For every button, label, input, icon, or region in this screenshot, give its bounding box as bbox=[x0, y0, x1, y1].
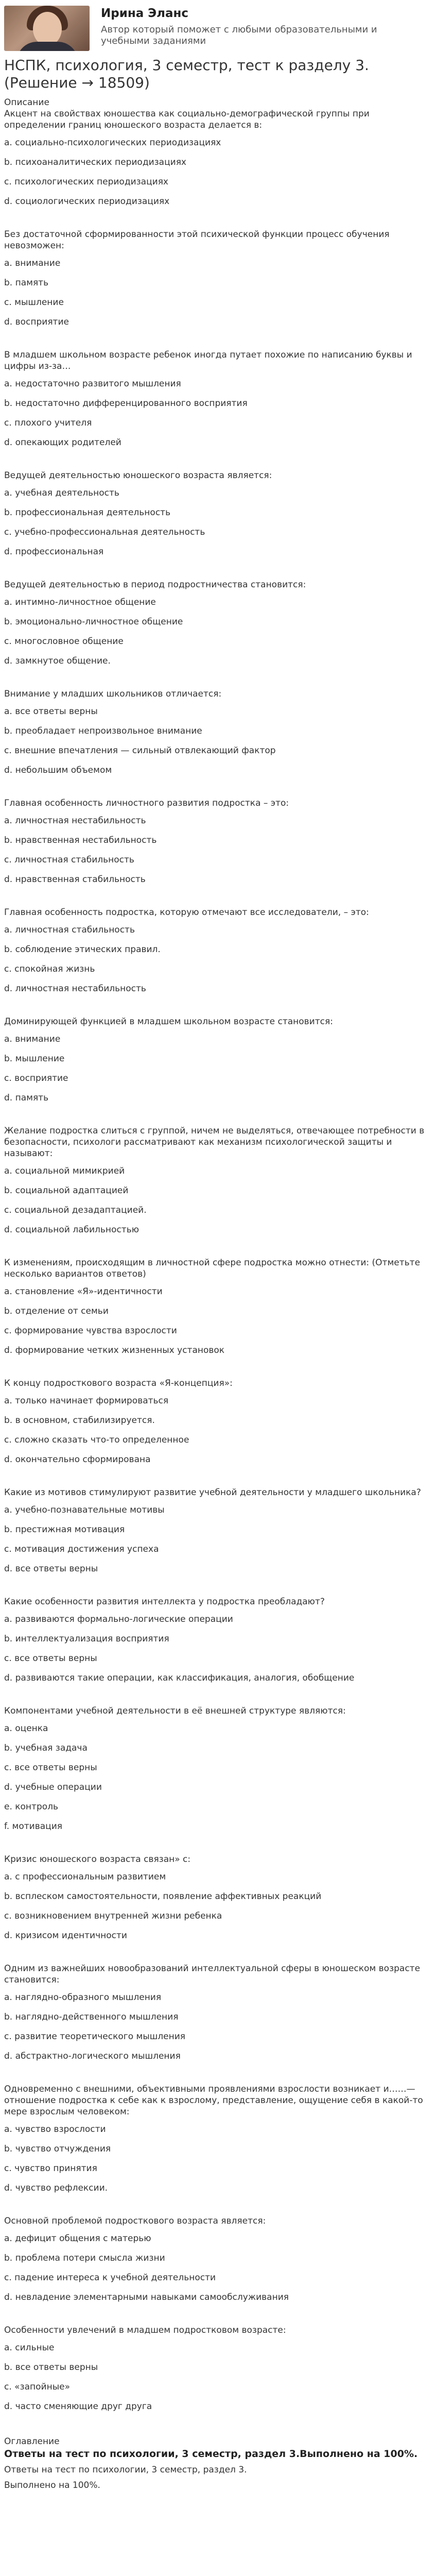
answer-option: d. окончательно сформирована bbox=[4, 1454, 151, 1465]
answer-option: a. наглядно-образного мышления bbox=[4, 1992, 162, 2003]
question-block bbox=[4, 1487, 432, 1596]
answer-option: d. опекающих родителей bbox=[4, 437, 121, 448]
question-block bbox=[4, 1125, 432, 1257]
question-spacer bbox=[4, 675, 432, 688]
answer-option: b. в основном, стабилизируется. bbox=[4, 1415, 155, 1426]
answer-option: d. часто сменяющие друг друга bbox=[4, 2401, 152, 2412]
question-spacer bbox=[4, 1692, 432, 1705]
question-spacer bbox=[4, 566, 432, 579]
question-text: Одним из важнейших новообразований интеллектуальной сферы в юношеском возрасте становится: bbox=[4, 1963, 421, 1985]
answer-option: b. учебная задача bbox=[4, 1743, 88, 1753]
answer-option: d. формирование четких жизненных установок bbox=[4, 1345, 225, 1355]
answer-option: d. социальной лабильностью bbox=[4, 1225, 139, 1235]
question-spacer bbox=[4, 2420, 432, 2434]
answer-option: b. соблюдение этических правил. bbox=[4, 944, 161, 955]
answer-option: a. социальной мимикрией bbox=[4, 1166, 125, 1176]
question-text: Без достаточной сформированности этой психической функции процесс обучения невозможен: bbox=[4, 229, 390, 251]
answer-option: a. личностная нестабильность bbox=[4, 816, 146, 826]
question-block bbox=[4, 1705, 432, 1854]
final-text-completion: Выполнено на 100%. bbox=[4, 2480, 100, 2490]
answer-option: a. развиваются формально-логические операции bbox=[4, 1614, 233, 1624]
answer-option: c. развитие теоретического мышления bbox=[4, 2031, 186, 2042]
question-text: Кризис юношеского возраста связан» с: bbox=[4, 1854, 191, 1865]
answer-option: c. многословное общение bbox=[4, 636, 124, 647]
answer-option: a. внимание bbox=[4, 258, 61, 268]
question-text: Главная особенность личностного развития подростка – это: bbox=[4, 798, 289, 808]
question-text: Ведущей деятельностью в период подростничества становится: bbox=[4, 580, 306, 590]
question-spacer bbox=[4, 2202, 432, 2215]
answer-option: c. плохого учителя bbox=[4, 418, 92, 428]
answer-option: d. личностная нестабильность bbox=[4, 984, 146, 994]
question-text: Какие из мотивов стимулируют развитие учебной деятельности у младшего школьника? bbox=[4, 1487, 421, 1498]
answer-option: c. «запойные» bbox=[4, 2382, 70, 2392]
answer-option: b. чувство отчуждения bbox=[4, 2144, 111, 2154]
final-title: Ответы на тест по психологии, 3 семестр, раздел 3.Выполнено на 100%. bbox=[4, 2448, 418, 2460]
question-text: К концу подросткового возраста «Я-концепция»: bbox=[4, 1378, 233, 1388]
question-spacer bbox=[4, 1364, 432, 1378]
answer-option: b. всплеском самостоятельности, появление аффективных реакций bbox=[4, 1891, 322, 1902]
answer-option: c. мышление bbox=[4, 297, 64, 308]
answer-option: c. мотивация достижения успеха bbox=[4, 1544, 159, 1554]
question-text: Какие особенности развития интеллекта у подростка преобладают? bbox=[4, 1597, 325, 1607]
answer-option: c. внешние впечатления — сильный отвлекающий фактор bbox=[4, 745, 276, 756]
question-spacer bbox=[4, 1840, 432, 1854]
question-block bbox=[4, 579, 432, 688]
question-block bbox=[4, 2083, 432, 2215]
answer-option: c. психологических периодизациях bbox=[4, 177, 168, 187]
question-spacer bbox=[4, 1112, 432, 1125]
answer-option: b. наглядно-действенного мышления bbox=[4, 2012, 179, 2022]
answer-option: a. становление «Я»-идентичности bbox=[4, 1286, 163, 1297]
question-spacer bbox=[4, 456, 432, 470]
answer-option: d. память bbox=[4, 1093, 49, 1103]
question-block bbox=[4, 229, 432, 349]
question-block bbox=[4, 1257, 432, 1378]
question-text: К изменениям, происходящим в личностной сфере подростка можно отнести: (Отметьте несколько вариантов ответов) bbox=[4, 1258, 421, 1279]
answer-option: a. чувство взрослости bbox=[4, 2124, 106, 2134]
question-text: Одновременно с внешними, объективными проявлениями взрослости возникает и……— отношение подростка к себе как к взрослому, представление, ощущение себя в какой-то мере взрослым человеком: bbox=[4, 2084, 423, 2117]
question-block bbox=[4, 470, 432, 579]
answer-option: a. все ответы верны bbox=[4, 706, 98, 717]
question-text: Особенности увлечений в младшем подростковом возрасте: bbox=[4, 2325, 286, 2335]
question-spacer bbox=[4, 784, 432, 798]
question-text: Доминирующей функцией в младшем школьном возрасте становится: bbox=[4, 1016, 333, 1027]
answer-option: b. социальной адаптацией bbox=[4, 1185, 129, 1196]
answer-option: a. внимание bbox=[4, 1034, 61, 1044]
author-description: Автор который поможет с любыми образовательными и учебными заданиями bbox=[101, 24, 377, 46]
answer-option: b. отделение от семьи bbox=[4, 1306, 109, 1316]
author-avatar[interactable] bbox=[4, 6, 90, 51]
question-text: Главная особенность подростка, которую отмечают все исследователи, – это: bbox=[4, 907, 369, 918]
answer-option: b. память bbox=[4, 278, 49, 288]
question-block bbox=[4, 1854, 432, 1963]
question-block bbox=[4, 1963, 432, 2083]
question-spacer bbox=[4, 1950, 432, 1963]
author-info bbox=[101, 6, 389, 47]
answer-option: d. замкнутое общение. bbox=[4, 656, 111, 666]
question-spacer bbox=[4, 1583, 432, 1596]
answer-option: d. небольшим объемом bbox=[4, 765, 112, 775]
question-spacer bbox=[4, 1244, 432, 1257]
question-text: Основной проблемой подросткового возраста является: bbox=[4, 2216, 266, 2226]
question-text: Желание подростка слиться с группой, ничем не выделяться, отвечающее потребности в безопасности, психологи рассматривают как механизм психологической защиты и называют: bbox=[4, 1126, 425, 1159]
question-spacer bbox=[4, 1473, 432, 1487]
avatar-shoulders bbox=[16, 42, 78, 51]
avatar-face bbox=[33, 12, 62, 46]
answer-option: b. престижная мотивация bbox=[4, 1524, 125, 1535]
question-spacer bbox=[4, 2311, 432, 2325]
question-text: Ведущей деятельностью юношеского возраста является: bbox=[4, 470, 272, 481]
answer-option: a. недостаточно развитого мышления bbox=[4, 379, 181, 389]
answer-option: d. невладение элементарными навыками самообслуживания bbox=[4, 2292, 289, 2302]
answer-option: b. эмоционально-личностное общение bbox=[4, 617, 183, 627]
question-block bbox=[4, 1016, 432, 1125]
answer-option: c. социальной дезадаптацией. bbox=[4, 1205, 147, 1215]
answer-option: d. кризисом идентичности bbox=[4, 1930, 127, 1941]
answer-option: a. только начинает формироваться bbox=[4, 1396, 169, 1406]
question-text: Акцент на свойствах юношества как социально-демографической группы при определении границ юношеского возраста делается в: bbox=[4, 109, 370, 130]
answer-option: a. социально-психологических периодизациях bbox=[4, 138, 221, 148]
answer-option: c. падение интереса к учебной деятельности bbox=[4, 2273, 216, 2283]
answer-option: c. возникновением внутренней жизни ребенка bbox=[4, 1911, 222, 1921]
description-label: Описание bbox=[4, 97, 49, 108]
question-spacer bbox=[4, 893, 432, 907]
question-block bbox=[4, 798, 432, 907]
answer-option: d. учебные операции bbox=[4, 1782, 102, 1792]
answer-option: a. интимно-личностное общение bbox=[4, 597, 156, 607]
answer-option: d. нравственная стабильность bbox=[4, 874, 146, 885]
question-text: Компонентами учебной деятельности в её внешней структуре являются: bbox=[4, 1706, 346, 1716]
question-block bbox=[4, 1596, 432, 1705]
answer-option: a. оценка bbox=[4, 1723, 48, 1734]
answer-option: b. все ответы верны bbox=[4, 2362, 98, 2372]
answer-option: b. профессиональная деятельность bbox=[4, 507, 171, 518]
answer-option: c. все ответы верны bbox=[4, 1762, 97, 1773]
question-text: Внимание у младших школьников отличается: bbox=[4, 689, 222, 699]
question-block bbox=[4, 349, 432, 470]
toc-label: Оглавление bbox=[4, 2436, 60, 2447]
answer-option: d. развиваются такие операции, как классификация, аналогия, обобщение bbox=[4, 1673, 355, 1683]
answer-option: b. нравственная нестабильность bbox=[4, 835, 157, 845]
question-spacer bbox=[4, 1003, 432, 1016]
answer-option: a. сильные bbox=[4, 2343, 55, 2353]
answer-option: c. личностная стабильность bbox=[4, 855, 134, 865]
question-text: В младшем школьном возрасте ребенок иногда путает похожие по написанию буквы и цифры из-за… bbox=[4, 350, 412, 371]
answer-option: b. недостаточно дифференцированного восприятия bbox=[4, 398, 248, 409]
answer-option: c. восприятие bbox=[4, 1073, 68, 1083]
final-text: Ответы на тест по психологии, 3 семестр, раздел 3. bbox=[4, 2465, 247, 2475]
answer-option: d. профессиональная bbox=[4, 547, 104, 557]
question-block bbox=[4, 2215, 432, 2325]
question-block bbox=[4, 688, 432, 798]
question-spacer bbox=[4, 2070, 432, 2083]
answer-option: d. абстрактно-логического мышления bbox=[4, 2051, 181, 2061]
answer-option: c. сложно сказать что-то определенное bbox=[4, 1435, 189, 1445]
answer-option: b. психоаналитических периодизациях bbox=[4, 157, 186, 167]
answer-option: d. все ответы верны bbox=[4, 1564, 98, 1574]
answer-option: d. социологических периодизациях bbox=[4, 196, 170, 207]
answer-option: c. спокойная жизнь bbox=[4, 964, 95, 974]
questions-list bbox=[4, 108, 432, 2434]
answer-option: c. все ответы верны bbox=[4, 1653, 97, 1664]
question-block bbox=[4, 2325, 432, 2434]
answer-option: a. учебная деятельность bbox=[4, 488, 119, 498]
question-block bbox=[4, 108, 432, 229]
answer-option: f. мотивация bbox=[4, 1821, 63, 1832]
answer-option: b. проблема потери смысла жизни bbox=[4, 2253, 165, 2263]
answer-option: a. с профессиональным развитием bbox=[4, 1872, 166, 1882]
answer-option: d. восприятие bbox=[4, 317, 69, 327]
answer-option: b. мышление bbox=[4, 1054, 65, 1064]
answer-option: a. учебно-познавательные мотивы bbox=[4, 1505, 165, 1515]
page-title: НСПК, психология, 3 семестр, тест к разделу 3. (Решение → 18509) bbox=[4, 57, 369, 91]
question-spacer bbox=[4, 336, 432, 349]
answer-option: b. интеллектуализация восприятия bbox=[4, 1634, 169, 1644]
answer-option: d. чувство рефлексии. bbox=[4, 2183, 108, 2193]
answer-option: a. личностная стабильность bbox=[4, 925, 135, 935]
answer-option: e. контроль bbox=[4, 1802, 59, 1812]
question-block bbox=[4, 907, 432, 1016]
answer-option: c. учебно-профессиональная деятельность bbox=[4, 527, 205, 537]
answer-option: c. чувство принятия bbox=[4, 2163, 97, 2174]
author-name[interactable]: Ирина Эланс bbox=[101, 7, 189, 20]
question-spacer bbox=[4, 215, 432, 229]
answer-option: b. преобладает непроизвольное внимание bbox=[4, 726, 202, 736]
question-block bbox=[4, 1378, 432, 1487]
author-header bbox=[0, 0, 436, 53]
answer-option: a. дефицит общения с матерью bbox=[4, 2233, 151, 2244]
answer-option: c. формирование чувства взрослости bbox=[4, 1326, 177, 1336]
